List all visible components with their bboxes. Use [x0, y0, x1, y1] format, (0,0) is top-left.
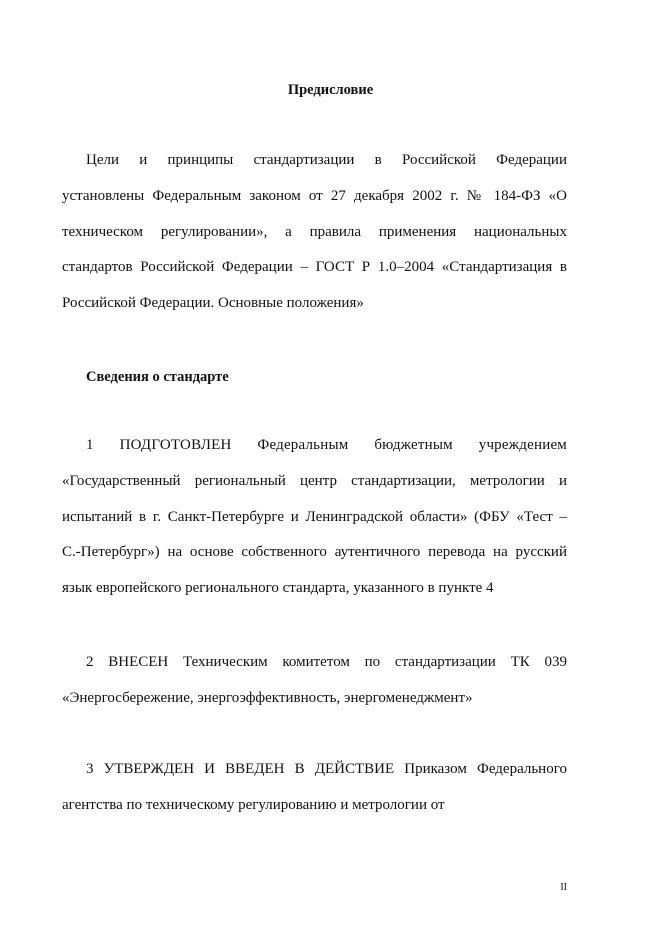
paragraph-line: испытаний в г. Санкт-Петербурге и Ленинградской области» (ФБУ «Тест – — [62, 508, 567, 525]
section-heading: Сведения о стандарте — [86, 369, 229, 385]
item-1-paragraph — [62, 428, 567, 607]
paragraph-line: язык европейского регионального стандарта, указанного в пункте 4 — [62, 580, 494, 597]
page-title: Предисловие — [287, 82, 374, 98]
paragraph-line: «Государственный региональный центр стандартизации, метрологии и — [62, 472, 567, 489]
foreword-paragraph — [62, 143, 567, 322]
paragraph-line: «Энергосбережение, энергоэффективность, энергоменеджмент» — [62, 689, 473, 706]
paragraph-line: 2 ВНЕСЕН Техническим комитетом по стандартизации ТК 039 — [86, 654, 567, 670]
paragraph-line: стандартов Российской Федерации – ГОСТ Р 1.0–2004 «Стандартизация в — [62, 259, 567, 276]
paragraph-line: установлены Федеральным законом от 27 декабря 2002 г. № 184-ФЗ «О — [62, 187, 567, 204]
paragraph-line: 3 УТВЕРЖДЕН И ВВЕДЕН В ДЕЙСТВИЕ Приказом Федерального — [86, 761, 567, 777]
paragraph-line: 1 ПОДГОТОВЛЕН Федеральным бюджетным учреждением — [86, 437, 567, 453]
paragraph-line: Российской Федерации. Основные положения» — [62, 295, 364, 312]
paragraph-line: агентства по техническому регулированию и метрологии от — [62, 796, 445, 813]
item-3-paragraph — [62, 752, 567, 824]
paragraph-line: техническом регулировании», а правила применения национальных — [62, 223, 567, 240]
page-number: II — [560, 882, 567, 893]
paragraph-line: С.-Петербург») на основе собственного аутентичного перевода на русский — [62, 544, 567, 561]
item-2-paragraph — [62, 645, 567, 717]
paragraph-line: Цели и принципы стандартизации в Российской Федерации — [86, 152, 567, 168]
